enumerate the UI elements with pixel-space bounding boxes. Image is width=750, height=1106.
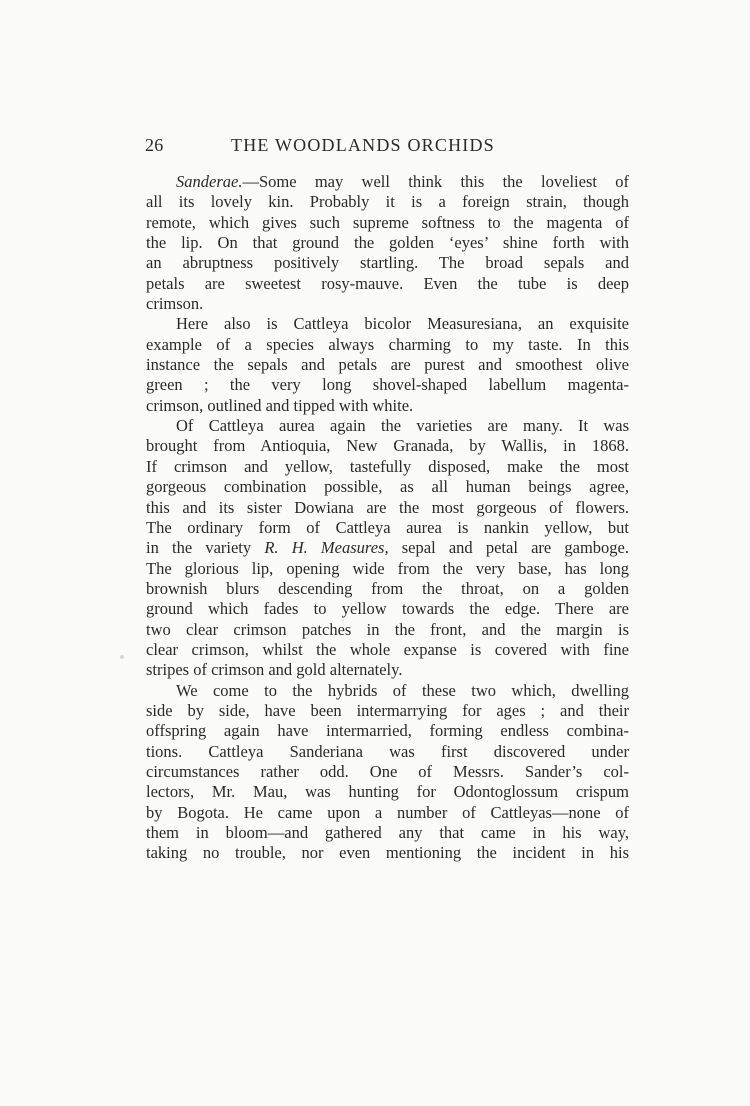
- text-segment: by Bogota. He came upon a number of Cattleyas—none of: [146, 802, 629, 822]
- text-segment: two clear crimson patches in the front, and the margin is: [146, 619, 629, 639]
- text-line: [146, 803, 629, 823]
- text-segment: lectors, Mr. Mau, was hunting for Odontoglossum crispum: [146, 782, 629, 802]
- text-segment: The ordinary form of Cattleya aurea is nankin yellow, but: [146, 517, 629, 537]
- text-line: [146, 253, 629, 273]
- text-line: [146, 375, 629, 395]
- text-line: [146, 823, 629, 843]
- text-line: [146, 518, 629, 538]
- text-segment: an abruptness positively startling. The broad sepals and: [146, 253, 629, 273]
- text-segment: example of a species always charming to my taste. In this: [146, 334, 629, 354]
- text-segment: crimson.: [146, 294, 204, 314]
- text-segment: gorgeous combination possible, as all human beings agree,: [146, 477, 629, 497]
- text-segment: remote, which gives such supreme softness to the magenta of: [146, 212, 629, 232]
- text-segment: If crimson and yellow, tastefully disposed, make the most: [146, 456, 629, 476]
- text-line: [146, 233, 629, 253]
- text-segment: clear crimson, whilst the whole expanse is covered with fine: [146, 639, 629, 659]
- text-line: [146, 599, 629, 619]
- text-segment: stripes of crimson and gold alternately.: [146, 660, 403, 680]
- text-segment: instance the sepals and petals are purest and smoothest olive: [146, 355, 629, 375]
- text-segment: offspring again have intermarried, forming endless combina-: [146, 721, 629, 741]
- text-line: [146, 294, 629, 314]
- text-line: [146, 355, 629, 375]
- text-line: [146, 314, 629, 334]
- text-segment: side by side, have been intermarrying for ages ; and their: [146, 700, 629, 720]
- text-line: [146, 416, 629, 436]
- text-line: [146, 701, 629, 721]
- text-line: [146, 538, 629, 558]
- text-segment: sepal and petal are gamboge.: [388, 538, 629, 558]
- text-line: [146, 436, 629, 456]
- text-line: [146, 579, 629, 599]
- text-segment: Here also is Cattleya bicolor Measuresiana, an exquisite: [176, 314, 629, 334]
- text-line: [146, 457, 629, 477]
- text-segment: all its lovely kin. Probably it is a foreign strain, though: [146, 192, 629, 212]
- text-segment: in the variety: [146, 538, 265, 558]
- text-line: [146, 640, 629, 660]
- text-line: [146, 396, 629, 416]
- text-line: [146, 660, 629, 680]
- text-segment: We come to the hybrids of these two which, dwelling: [176, 680, 629, 700]
- text-segment: brownish blurs descending from the throat, on a golden: [146, 578, 629, 598]
- text-segment: petals are sweetest rosy-mauve. Even the tube is deep: [146, 273, 629, 293]
- paper-speck: [120, 655, 124, 659]
- text-line: [146, 335, 629, 355]
- page-header: [145, 135, 629, 159]
- page-number: 26: [145, 135, 164, 155]
- text-line: [146, 477, 629, 497]
- running-head: THE WOODLANDS ORCHIDS: [231, 135, 495, 155]
- text-line: [146, 559, 629, 579]
- text-segment: brought from Antioquia, New Granada, by Wallis, in 1868.: [146, 436, 629, 456]
- text-segment: taking no trouble, nor even mentioning the incident in his: [146, 843, 629, 863]
- text-line: [146, 213, 629, 233]
- text-line: [146, 172, 629, 192]
- text-segment: them in bloom—and gathered any that came in his way,: [146, 823, 629, 842]
- text-line: [146, 782, 629, 802]
- text-line: [146, 498, 629, 518]
- text-line: [146, 721, 629, 741]
- text-segment: the lip. On that ground the golden ‘eyes’ shine forth with: [146, 233, 629, 253]
- text-segment: The glorious lip, opening wide from the very base, has long: [146, 558, 629, 578]
- text-line: [146, 742, 629, 762]
- text-segment: tions. Cattleya Sanderiana was first discovered under: [146, 741, 629, 761]
- text-segment: —Some may well think this the loveliest of: [242, 172, 629, 191]
- text-line: [146, 681, 629, 701]
- text-line: [146, 274, 629, 294]
- text-segment: ground which fades to yellow towards the edge. There are: [146, 599, 629, 619]
- text-segment: crimson, outlined and tipped with white.: [146, 395, 414, 415]
- text-segment: green ; the very long shovel-shaped labellum magenta-: [146, 375, 629, 395]
- text-line: [146, 620, 629, 640]
- body-text: [146, 172, 629, 864]
- italic-text: Sanderae.: [176, 172, 243, 191]
- text-line: [146, 192, 629, 212]
- italic-text: R. H. Measures,: [264, 538, 389, 558]
- text-segment: Of Cattleya aurea again the varieties are many. It was: [176, 416, 629, 436]
- text-line: [146, 762, 629, 782]
- text-segment: this and its sister Dowiana are the most gorgeous of flowers.: [146, 497, 629, 517]
- text-segment: circumstances rather odd. One of Messrs. Sander’s col-: [146, 761, 629, 781]
- text-line: [146, 843, 629, 863]
